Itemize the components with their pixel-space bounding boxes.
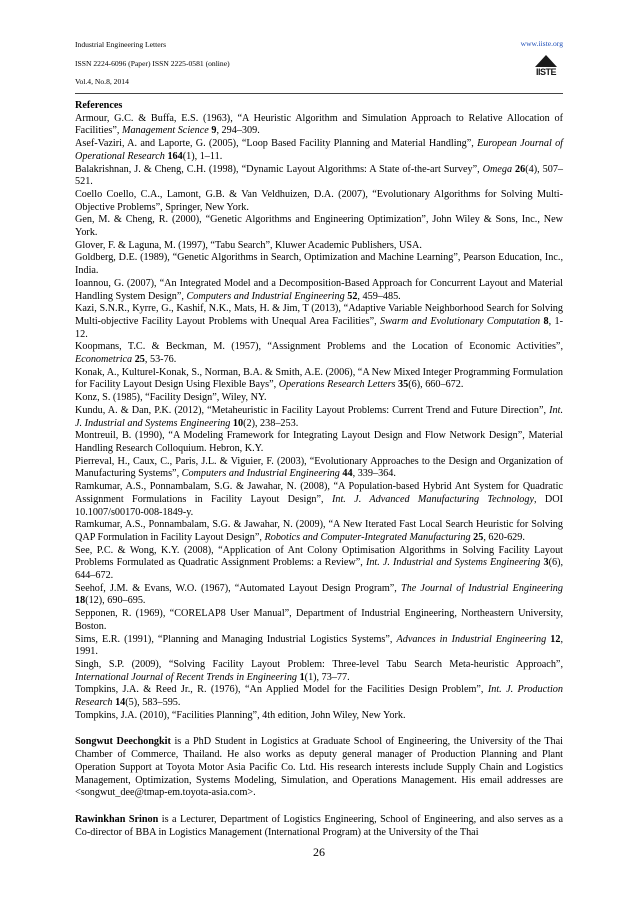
reference-pages: , 1-12. [75, 315, 564, 340]
reference-item [75, 634, 563, 659]
header-divider [75, 93, 563, 94]
reference-journal: Int. J. Production Research [75, 684, 563, 709]
reference-pages: (2), 238–253. [243, 417, 299, 429]
reference-journal: Robotics and Computer-Integrated Manufacturing [264, 531, 471, 543]
reference-volume: 25 [132, 354, 145, 366]
reference-item [75, 684, 563, 709]
reference-text: Gen, M. & Cheng, R. (2000), “Genetic Algorithms and Engineering Optimization”, John Wiley & Sons, Inc., New York. [75, 214, 563, 239]
reference-text: Balakrishnan, J. & Cheng, C.H. (1998), “Dynamic Layout Algorithms: A State of-the-art Survey”, [75, 163, 483, 175]
reference-volume: 35 [395, 379, 409, 391]
reference-volume: 1 [297, 671, 305, 683]
author-name: Songwut Deechongkit [75, 736, 171, 748]
reference-item [75, 659, 563, 684]
reference-item [75, 608, 563, 633]
reference-item [75, 164, 563, 189]
reference-text: Coello Coello, C.A., Lamont, G.B. & Van Veldhuizen, D.A. (2007), “Evolutionary Algorithms for Solving Multi-Objective Problems”, Springer, New York. [75, 188, 563, 213]
reference-volume: 10 [230, 417, 244, 429]
reference-item [75, 113, 563, 138]
references-heading: References [75, 100, 123, 111]
reference-item [75, 392, 563, 405]
journal-name: Industrial Engineering Letters [75, 40, 167, 49]
reference-journal: Omega [482, 163, 513, 175]
reference-item [75, 545, 563, 583]
reference-pages: (1), 73–77. [304, 671, 350, 683]
reference-journal: Management Science [121, 125, 209, 137]
reference-text: Konz, S. (1985), “Facility Design”, Wiley, NY. [75, 392, 267, 404]
reference-text: Goldberg, D.E. (1989), “Genetic Algorithms in Search, Optimization and Machine Learning”, Pearson Education, Inc., India. [75, 252, 563, 277]
reference-text: Ioannou, G. (2007), “An Integrated Model and a Decomposition-Based Approach for Concurrent Layout and Material Handling System Design”, [75, 277, 563, 302]
reference-text: Koopmans, T.C. & Beckman, M. (1957), “Assignment Problems and the Location of Economic Activities”, [75, 341, 563, 353]
reference-text: Montreuil, B. (1990), “A Modeling Framework for Integrating Layout Design and Flow Network Design”, Material Handling Research Colloquium. Hebron, K.Y. [75, 430, 563, 454]
reference-volume: 44 [339, 468, 353, 480]
reference-volume: 18 [75, 595, 86, 607]
reference-pages: (12), 690–695. [85, 595, 146, 607]
reference-pages: (6), 644–672. [75, 557, 564, 582]
author-bio [75, 736, 563, 800]
reference-pages: , 459–485. [357, 290, 401, 302]
reference-journal: International Journal of Recent Trends in Engineering [75, 671, 298, 683]
reference-item [75, 367, 563, 392]
reference-journal: Computers and Industrial Engineering [186, 290, 345, 302]
reference-journal: Operations Research Letters [278, 379, 396, 391]
reference-pages: , 1991. [75, 633, 563, 658]
reference-text: Asef-Vaziri, A. and Laporte, G. (2005), “Loop Based Facility Planning and Material Handling”, [75, 138, 478, 150]
author-bio [75, 814, 563, 839]
reference-volume: 52 [344, 290, 358, 302]
reference-text: Konak, A., Kulturel-Konak, S., Norman, B.A. & Smith, A.E. (2006), “A New Mixed Integer Programming Formulation for Facility Layout Design Using Flexible Bays”, [75, 366, 563, 391]
reference-pages: , 620-629. [483, 531, 525, 543]
reference-journal: Econometrica [75, 354, 133, 366]
reference-volume: 12 [546, 633, 561, 645]
reference-item [75, 303, 563, 341]
reference-text: Glover, F. & Laguna, M. (1997), “Tabu Search”, Kluwer Academic Publishers, USA. [75, 239, 422, 251]
reference-journal: Swarm and Evolutionary Computation [380, 315, 541, 327]
reference-volume: 9 [208, 125, 217, 137]
author-name: Rawinkhan Srinon [75, 813, 159, 825]
page-header [75, 0, 563, 112]
reference-volume: 8 [540, 315, 549, 327]
reference-item [75, 214, 563, 239]
reference-pages: (6), 660–672. [408, 379, 464, 391]
reference-volume: 164 [164, 150, 183, 162]
author-bio-text: is a Lecturer, Department of Logistics Engineering, School of Engineering, and also serves as a Co-director of BBA in Logistics Management (International Program) at the University of the Thai [75, 813, 563, 838]
reference-item [75, 138, 563, 163]
reference-item [75, 341, 563, 366]
reference-journal: Computers and Industrial Engineering [181, 468, 340, 480]
author-bios [75, 736, 563, 839]
page-number: 26 [313, 845, 325, 859]
reference-journal: Advances in Industrial Engineering [396, 633, 547, 645]
page-content [75, 100, 563, 839]
reference-item [75, 519, 563, 544]
reference-journal: Int. J. Industrial and Systems Engineering [365, 557, 541, 569]
reference-item [75, 456, 563, 481]
journal-url-link[interactable]: www.iiste.org [520, 39, 563, 48]
reference-text: Seehof, J.M. & Evans, W.O. (1967), “Automated Layout Design Program”, [75, 582, 401, 594]
reference-item [75, 583, 563, 608]
logo-text: IISTE [535, 67, 556, 77]
reference-item [75, 481, 563, 519]
references-list [75, 113, 563, 723]
reference-journal: The Journal of Industrial Engineering [401, 582, 563, 594]
reference-item [75, 252, 563, 277]
reference-pages: (5), 583–595. [125, 697, 181, 709]
reference-volume: 26 [512, 163, 526, 175]
reference-journal: European Journal of Operational Research [75, 138, 563, 162]
issn-line: ISSN 2224-6096 (Paper) ISSN 2225-0581 (online) [75, 59, 230, 68]
reference-item [75, 240, 563, 253]
reference-text: Kazi, S.N.R., Kyrre, G., Kashif, N.K., Mats, H. & Jim, T (2013), “Adaptive Variable Neighborhood Search for Solving Multi-objective Facility Layout Problems with Unequal Area Facilities”, [75, 303, 563, 327]
reference-pages: (1), 1–11. [182, 150, 223, 162]
reference-volume: 25 [470, 531, 484, 543]
reference-text: Ramkumar, A.S., Ponnambalam, S.G. & Jawahar, N. (2009), “A New Iterated Fast Local Search Heuristic for Solving QAP Formulation in Facility Layout Design”, [75, 519, 563, 543]
reference-pages: , DOI 10.1007/s00170-008-1849-y. [75, 493, 563, 518]
reference-item [75, 189, 563, 214]
reference-journal: Int. J. Industrial and Systems Engineering [75, 404, 563, 429]
volume-line: Vol.4, No.8, 2014 [75, 77, 129, 86]
reference-pages: (4), 507–521. [75, 163, 564, 188]
reference-text: Ramkumar, A.S., Ponnambalam, S.G. & Jawahar, N. (2008), “A Population-based Hybrid Ant System for Quadratic Assignment Formulations in Facility Layout Design”, [75, 481, 563, 505]
reference-text: Armour, G.C. & Buffa, E.S. (1963), “A Heuristic Algorithm and Simulation Approach to Relative Allocation of Facilities”, [75, 112, 563, 137]
reference-text: Sepponen, R. (1969), “CORELAP8 User Manual”, Department of Industrial Engineering, Northeastern University, Boston. [75, 608, 563, 632]
reference-pages: , 294–309. [216, 125, 260, 137]
reference-text: Pierreval, H., Caux, C., Paris, J.L. & Viguier, F. (2003), “Evolutionary Approaches to the Design and Organization of Manufacturing Systems”, [75, 455, 563, 480]
iiste-logo-icon [535, 55, 557, 85]
reference-pages: , 53-76. [144, 354, 177, 366]
reference-text: Kundu, A. & Dan, P.K. (2012), “Metaheuristic in Facility Layout Problems: Current Trend and Future Direction”, [75, 404, 550, 416]
reference-volume: 14 [112, 697, 126, 709]
reference-text: Singh, S.P. (2009), “Solving Facility Layout Problem: Three-level Tabu Search Meta-heuristic Approach”, [75, 658, 563, 670]
reference-text: Sims, E.R. (1991), “Planning and Managing Industrial Logistics Systems”, [75, 633, 397, 645]
reference-item [75, 710, 563, 723]
author-bio-text: is a PhD Student in Logistics at Graduate School of Engineering, the University of the Thai Chamber of Commerce, Thailand. He also works as deputy general manager of Production Planning and Plant Operation Support at Toyota Motor Asia Pacific Co. Ltd. His research interests include Supply Chain and Logistics Management, Optimization, Systems Modeling, Simulation, and Operations Management. His email addresses are <songwut_dee@tmap-em.toyota-asia.com>. [75, 736, 563, 799]
reference-item [75, 405, 563, 430]
reference-text: See, P.C. & Wong, K.Y. (2008), “Application of Ant Colony Optimisation Algorithms in Solving Facility Layout Problems Formulated as Quadratic Assignment Problems: a Review”, [75, 544, 563, 569]
reference-journal: Int. J. Advanced Manufacturing Technology [331, 493, 534, 505]
reference-pages: , 339–364. [352, 468, 396, 480]
reference-text: Tompkins, J.A. & Reed Jr., R. (1976), “An Applied Model for the Facilities Design Problem”, [75, 684, 488, 696]
reference-volume: 3 [540, 557, 549, 569]
reference-text: Tompkins, J.A. (2010), “Facilities Planning”, 4th edition, John Wiley, New York. [75, 709, 406, 721]
reference-item [75, 278, 563, 303]
reference-item [75, 430, 563, 455]
